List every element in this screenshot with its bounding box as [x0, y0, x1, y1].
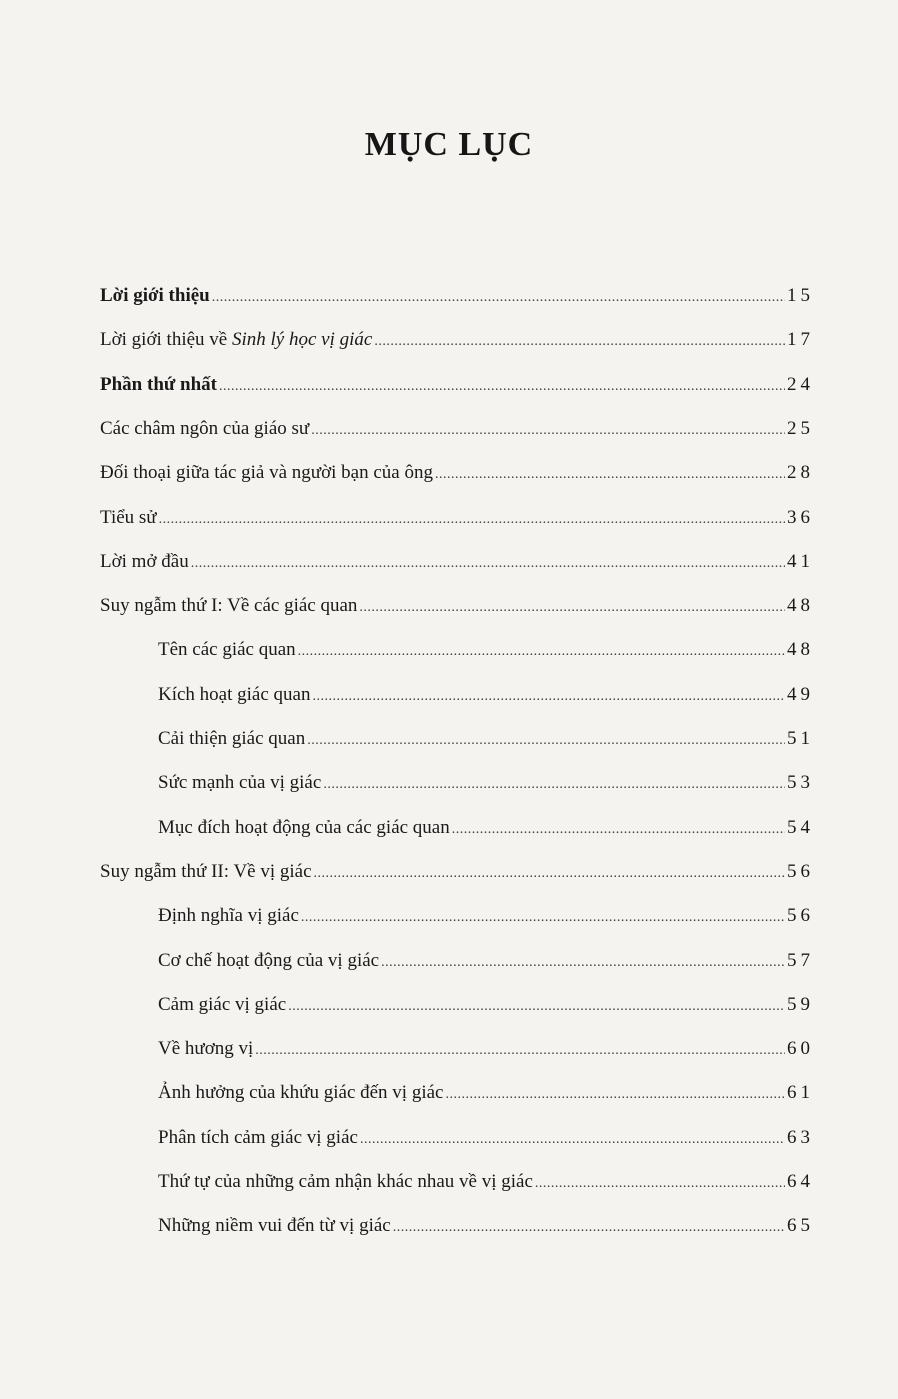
toc-entry [158, 771, 814, 797]
toc-entry-page-number: 51 [787, 728, 814, 749]
toc-entry [100, 506, 814, 532]
toc-entry [100, 461, 814, 487]
toc-entry-title [100, 328, 372, 352]
toc-entry [100, 860, 814, 886]
toc-entry-title: Về hương vị [158, 1038, 254, 1059]
toc-entry-title: Tiểu sử [100, 507, 157, 528]
toc-entry-title: Những niềm vui đến từ vị giác [158, 1215, 391, 1236]
dot-leader [314, 862, 785, 886]
toc-entry-title: Phần thứ nhất [100, 374, 217, 395]
dot-leader [311, 419, 785, 443]
dot-leader [452, 818, 785, 842]
toc-entry-page-number: 41 [787, 551, 814, 572]
toc-entry [100, 594, 814, 620]
toc-entry-title: Thứ tự của những cảm nhận khác nhau về vị giác [158, 1171, 533, 1192]
toc-entry [158, 1081, 814, 1107]
toc-entry [158, 949, 814, 975]
toc-entry-page-number: 64 [787, 1171, 814, 1192]
toc-entry-page-number: 36 [787, 507, 814, 528]
dot-leader [374, 330, 785, 354]
toc-entry-page-number: 53 [787, 772, 814, 793]
dot-leader [535, 1172, 785, 1196]
toc-entry-page-number: 24 [787, 374, 814, 395]
dot-leader [360, 1128, 785, 1152]
toc-entry-title: Lời giới thiệu [100, 285, 210, 306]
toc-entry-page-number: 56 [787, 905, 814, 926]
toc-entry [158, 1170, 814, 1196]
toc-entry-page-number: 54 [787, 817, 814, 838]
toc-entry-title: Sức mạnh của vị giác [158, 772, 322, 793]
dot-leader [301, 906, 785, 930]
toc-entry-page-number: 65 [787, 1215, 814, 1236]
dot-leader [298, 640, 785, 664]
dot-leader [288, 995, 785, 1019]
toc-entry [158, 816, 814, 842]
toc-entry-title-italic: Sinh lý học vị giác [231, 329, 373, 350]
toc-entry [158, 683, 814, 709]
toc-entry-title: Các châm ngôn của giáo sư [100, 418, 310, 439]
toc-entry [100, 373, 814, 399]
toc-entry-page-number: 15 [787, 285, 814, 306]
toc-entry [158, 993, 814, 1019]
toc-entry-title: Suy ngẫm thứ II: Về vị giác [100, 861, 312, 882]
toc-entry-page-number: 28 [787, 462, 814, 483]
dot-leader [219, 375, 785, 399]
toc-entry-page-number: 56 [787, 861, 814, 882]
toc-entry-page-number: 60 [787, 1038, 814, 1059]
toc-entry-title: Mục đích hoạt động của các giác quan [158, 817, 450, 838]
dot-leader [212, 286, 785, 310]
toc-entry [158, 904, 814, 930]
toc-entry-page-number: 17 [787, 329, 814, 350]
dot-leader [307, 729, 785, 753]
toc-entry [158, 1214, 814, 1240]
toc-entry [100, 417, 814, 443]
toc-entry-title: Lời mở đầu [100, 551, 189, 572]
dot-leader [191, 552, 785, 576]
toc-entry-title: Kích hoạt giác quan [158, 684, 311, 705]
toc-entry [158, 1126, 814, 1152]
toc-entry-title: Cơ chế hoạt động của vị giác [158, 950, 380, 971]
dot-leader [159, 508, 785, 532]
dot-leader [255, 1039, 785, 1063]
toc-entry [158, 727, 814, 753]
toc-entry-title: Ảnh hưởng của khứu giác đến vị giác [158, 1082, 444, 1103]
toc-entry-page-number: 48 [787, 639, 814, 660]
dot-leader [393, 1216, 785, 1240]
toc-entry-page-number: 61 [787, 1082, 814, 1103]
dot-leader [381, 951, 785, 975]
toc-entry-title: Đối thoại giữa tác giả và người bạn của ông [100, 462, 433, 483]
toc-entry [100, 284, 814, 310]
toc-entry-title: Cải thiện giác quan [158, 728, 306, 749]
toc-entry-page-number: 48 [787, 595, 814, 616]
toc-entry-title: Định nghĩa vị giác [158, 905, 299, 926]
toc-entry-page-number: 63 [787, 1127, 814, 1148]
dot-leader [312, 685, 785, 709]
toc-entry-title: Suy ngẫm thứ I: Về các giác quan [100, 595, 358, 616]
toc-entry-page-number: 59 [787, 994, 814, 1015]
toc-entry-page-number: 25 [787, 418, 814, 439]
toc-entry [100, 328, 814, 354]
dot-leader [445, 1083, 785, 1107]
dot-leader [359, 596, 785, 620]
toc-entry [100, 550, 814, 576]
toc-entry-title: Cảm giác vị giác [158, 994, 287, 1015]
dot-leader [435, 463, 785, 487]
page-title: MỤC LỤC [364, 126, 534, 163]
toc-entry-title: Phân tích cảm giác vị giác [158, 1127, 358, 1148]
toc-entry-page-number: 49 [787, 684, 814, 705]
toc-entry-title: Tên các giác quan [158, 639, 296, 660]
toc-entry [158, 638, 814, 664]
toc-entry [158, 1037, 814, 1063]
toc-entry-page-number: 57 [787, 950, 814, 971]
toc-entry-title-prefix: Lời giới thiệu về [100, 329, 232, 350]
dot-leader [323, 773, 785, 797]
